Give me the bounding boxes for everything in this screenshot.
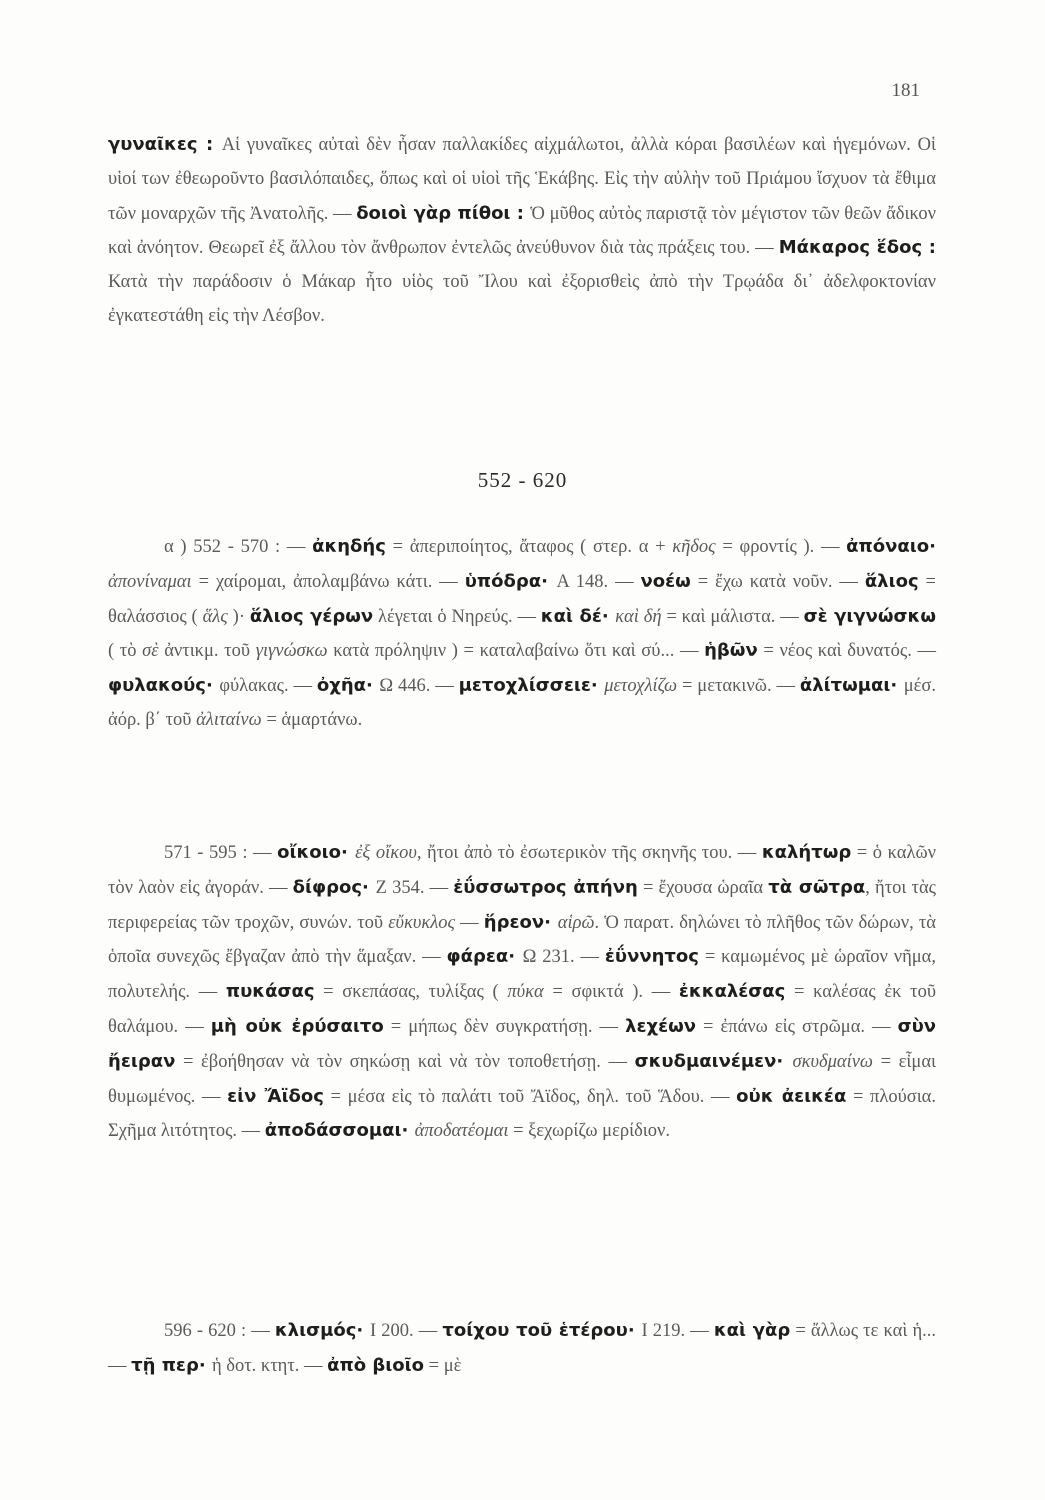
gloss-text: = εἶμαι θυμωμένος. — — [108, 1051, 936, 1107]
lemma-term: ἐκκαλέσας — [678, 981, 786, 1003]
gloss-text: = θαλάσσιος ( — [108, 571, 936, 627]
gloss-text: Ι 200. — — [369, 1321, 443, 1341]
italic-term: ἀποδατέομαι — [414, 1121, 509, 1142]
lemma-term: πυκάσας — [225, 981, 315, 1003]
lemma-term: δίφρος· — [292, 876, 376, 898]
italic-term: αἱρῶ — [557, 912, 595, 933]
lemma-term: καὶ γὰρ — [713, 1320, 791, 1341]
gloss-text: μέσ. ἀόρ. β΄ τοῦ — [108, 676, 937, 730]
lemma-term: τῇ περ· — [131, 1354, 212, 1376]
gloss-text: = σφικτά ). — — [543, 982, 679, 1003]
italic-term: πύκα — [507, 982, 544, 1003]
lemma-term: οὐκ ἀεικέα — [736, 1085, 847, 1107]
lemma-term: σὲ γιγνώσκω — [803, 605, 936, 627]
italic-term: γιγνώσκω — [255, 641, 328, 662]
lemma-term: σκυδμαινέμεν· — [634, 1050, 793, 1072]
gloss-text: = ἁμαρτάνω. — [261, 709, 363, 730]
gloss-text: Κατὰ τὴν παράδοσιν ὁ Μάκαρ ἦτο υἱὸς τοῦ Ἴλου καὶ ἐξορισθεὶς ἀπὸ τὴν Τρῳάδα δι᾽ ἀδελφοκτονίαν ἐγκατεστάθη εἰς τὴν Λέσβον. — [108, 272, 936, 326]
gloss-text: = ξεχωρίζω μερίδιον. — [508, 1121, 670, 1142]
gloss-text: Αἱ γυναῖκες αὐταὶ δὲν ἦσαν παλλακίδες αἰχμάλωτοι, ἀλλὰ κόραι βασιλέων καὶ ἡγεμόνων. Οἱ υἱοί των ἐθεωροῦντο βασιλόπαιδες, ὅπως καὶ οἱ υἱοὶ τῆς Ἑκάβης. Εἰς τὴν αὐλὴν τοῦ Πριάμου ἴσχυον τὰ ἔθιμα τῶν μοναρχῶν τῆς Ἀνατολῆς. — — [108, 135, 937, 224]
gloss-text: = μὲ — [424, 1355, 462, 1376]
lemma-term: μετοχλίσσειε· — [458, 675, 605, 697]
italic-term: μετοχλίζω — [604, 676, 678, 697]
gloss-text: . Ὁ παρατ. δηλώνει τὸ πλῆθος τῶν δώρων, τὰ ὁποῖα συνεχῶς ἔβγαζαν ἀπὸ τὴν ἅμαξαν. — — [108, 912, 936, 968]
lemma-term: ὑπόδρα· — [464, 570, 557, 592]
gloss-text: = καλέσας ἐκ τοῦ θαλάμου. — — [108, 982, 936, 1037]
gloss-text: — — [455, 912, 484, 933]
lemma-term: καλήτωρ — [761, 842, 852, 863]
paragraph — [108, 128, 936, 334]
italic-term: ἀπονίναμαι — [108, 571, 192, 592]
lemma-term: ἥρεον· — [483, 911, 558, 933]
gloss-text: = χαίρομαι, ἀπολαμβάνω κάτι. — — [191, 571, 465, 592]
lemma-term: ἅλιος — [864, 570, 919, 592]
gloss-text: = καὶ μάλιστα. — — [661, 606, 804, 627]
gloss-text: = ἔχουσα ὡραῖα — [637, 877, 769, 898]
gloss-text: Α 148. — — [556, 571, 641, 592]
gloss-text: 571 - 595 : — — [164, 843, 278, 863]
lemma-term: γυναῖκες : — [108, 134, 222, 155]
paragraph — [108, 530, 936, 738]
gloss-text: , ἤτοι ἀπὸ τὸ ἐσωτερικὸν τῆς σκηνῆς του. — — [416, 843, 762, 863]
gloss-text: φύλακας. — — [219, 676, 317, 697]
lemma-term: δοιοὶ γὰρ πίθοι : — [356, 202, 531, 224]
page-number: 181 — [891, 80, 920, 101]
gloss-text: α ) 552 - 570 : — — [164, 537, 313, 557]
italic-term: καὶ δή — [615, 606, 662, 627]
lemma-term: ἀποδάσσομαι· — [264, 1120, 415, 1142]
lemma-term: τοίχου τοῦ ἑτέρου· — [442, 1320, 642, 1341]
section-heading: 552 - 620 — [477, 468, 568, 492]
lemma-term: ἀπὸ βιοῖο — [327, 1354, 425, 1376]
paragraph-commentary-intro — [108, 128, 936, 334]
paragraph-596-620 — [108, 1314, 936, 1384]
gloss-text: Ι 219. — — [641, 1321, 714, 1341]
italic-term: σὲ — [142, 641, 159, 662]
gloss-text: κατὰ πρόληψιν ) = καταλαβαίνω ὅτι καὶ σύ... — — [327, 641, 705, 662]
paragraph — [108, 836, 936, 1149]
lemma-term: ὀχῆα· — [316, 675, 380, 697]
gloss-text: Ω 231. — — [522, 947, 605, 968]
gloss-text: Ω 446. — — [379, 676, 459, 697]
gloss-text: = μετακινῶ. — — [677, 676, 800, 697]
gloss-text: = ἔχω κατὰ νοῦν. — — [690, 571, 865, 592]
gloss-text: = ἄλλως τε καὶ ἡ... — — [108, 1321, 936, 1376]
lemma-term: καὶ δέ· — [540, 605, 616, 627]
gloss-text: = ἀπεριποίητος, ἄταφος ( στερ. α + — [385, 537, 673, 557]
lemma-term: φάρεα· — [446, 946, 523, 968]
gloss-text: = ὁ καλῶν τὸν λαὸν εἰς ἀγοράν. — — [108, 843, 936, 898]
gloss-text: Ὁ μῦθος αὐτὸς παριστᾷ τὸν μέγιστον τῶν θεῶν ἄδικον καὶ ἀνόητον. Θεωρεῖ ἐξ ἄλλου τὸν ἄνθρωπον ἐντελῶς ἀνεύθυνον διὰ τὰς πράξεις του. — — [108, 203, 936, 259]
gloss-text: 596 - 620 : — — [164, 1321, 275, 1341]
lemma-term: ἅλιος γέρων — [249, 605, 374, 627]
lemma-term: λεχέων — [625, 1015, 697, 1037]
lemma-term: ἡβῶν — [704, 640, 758, 662]
gloss-text: λέγεται ὁ Νηρεύς. — — [373, 606, 541, 627]
gloss-text: Ζ 354. — — [375, 877, 454, 898]
lemma-term: κλισμός· — [274, 1320, 370, 1341]
gloss-text: = καμωμένος μὲ ὡραῖον νῆμα, πολυτελής. — — [108, 947, 936, 1003]
lemma-term: οἴκοιο· — [277, 842, 356, 863]
lemma-term: εἰν Ἄϊδος — [227, 1085, 324, 1107]
italic-term: ἀλιταίνω — [196, 709, 262, 730]
gloss-text: = ἐπάνω εἰς στρῶμα. — — [696, 1016, 898, 1037]
italic-term: ἐξ οἴκου — [355, 843, 417, 863]
paragraph-571-595 — [108, 836, 936, 1149]
italic-term: ἅλς — [202, 606, 228, 627]
gloss-text: ἡ δοτ. κτητ. — — [211, 1355, 328, 1376]
lemma-term: ἐΰννητος — [604, 946, 699, 968]
paragraph — [108, 1314, 936, 1384]
lemma-term: ἀκηδής — [312, 536, 386, 557]
italic-term: σκυδμαίνω — [792, 1051, 873, 1072]
italic-term: εὔκυκλος — [388, 912, 455, 933]
gloss-text: = μήπως δὲν συγκρατήσῃ. — — [383, 1016, 626, 1037]
lemma-term: φυλακούς· — [108, 675, 220, 697]
gloss-text: = νέος καὶ δυνατός. — — [757, 641, 936, 662]
lemma-term: ἀλίτωμαι· — [799, 675, 904, 697]
paragraph-552-570 — [108, 530, 936, 738]
gloss-text: = φροντίς ). — — [715, 537, 847, 557]
lemma-term: σὺν ἤειραν — [108, 1015, 937, 1072]
gloss-text: = ἐβοήθησαν νὰ τὸν σηκώσῃ καὶ νὰ τὸν τοποθετήσῃ. — — [175, 1051, 635, 1072]
lemma-term: μὴ οὐκ ἐρύσαιτο — [210, 1015, 384, 1037]
gloss-text: ( τὸ — [108, 641, 143, 662]
lemma-term: ἀπόναιο· — [846, 536, 936, 557]
lemma-term: Μάκαρος ἕδος : — [778, 237, 936, 259]
gloss-text: = πλούσια. Σχῆμα λιτότητος. — — [108, 1086, 936, 1142]
gloss-text: )· — [227, 606, 250, 627]
gloss-text: = μέσα εἰς τὸ παλάτι τοῦ Ἄϊδος, δηλ. τοῦ Ἅδου. — — [323, 1086, 737, 1107]
gloss-text: ἀντικμ. τοῦ — [158, 641, 256, 662]
lemma-term: τὰ σῶτρα — [768, 876, 866, 898]
italic-term: κῆδος — [672, 537, 716, 557]
lemma-term: νοέω — [640, 570, 691, 592]
lemma-term: ἐΰσσωτρος ἀπήνη — [453, 876, 638, 898]
gloss-text: = σκεπάσας, τυλίξας ( — [314, 982, 508, 1003]
gloss-text: , ἤτοι τὰς περιφερείας τῶν τροχῶν, συνών. τοῦ — [108, 877, 936, 933]
